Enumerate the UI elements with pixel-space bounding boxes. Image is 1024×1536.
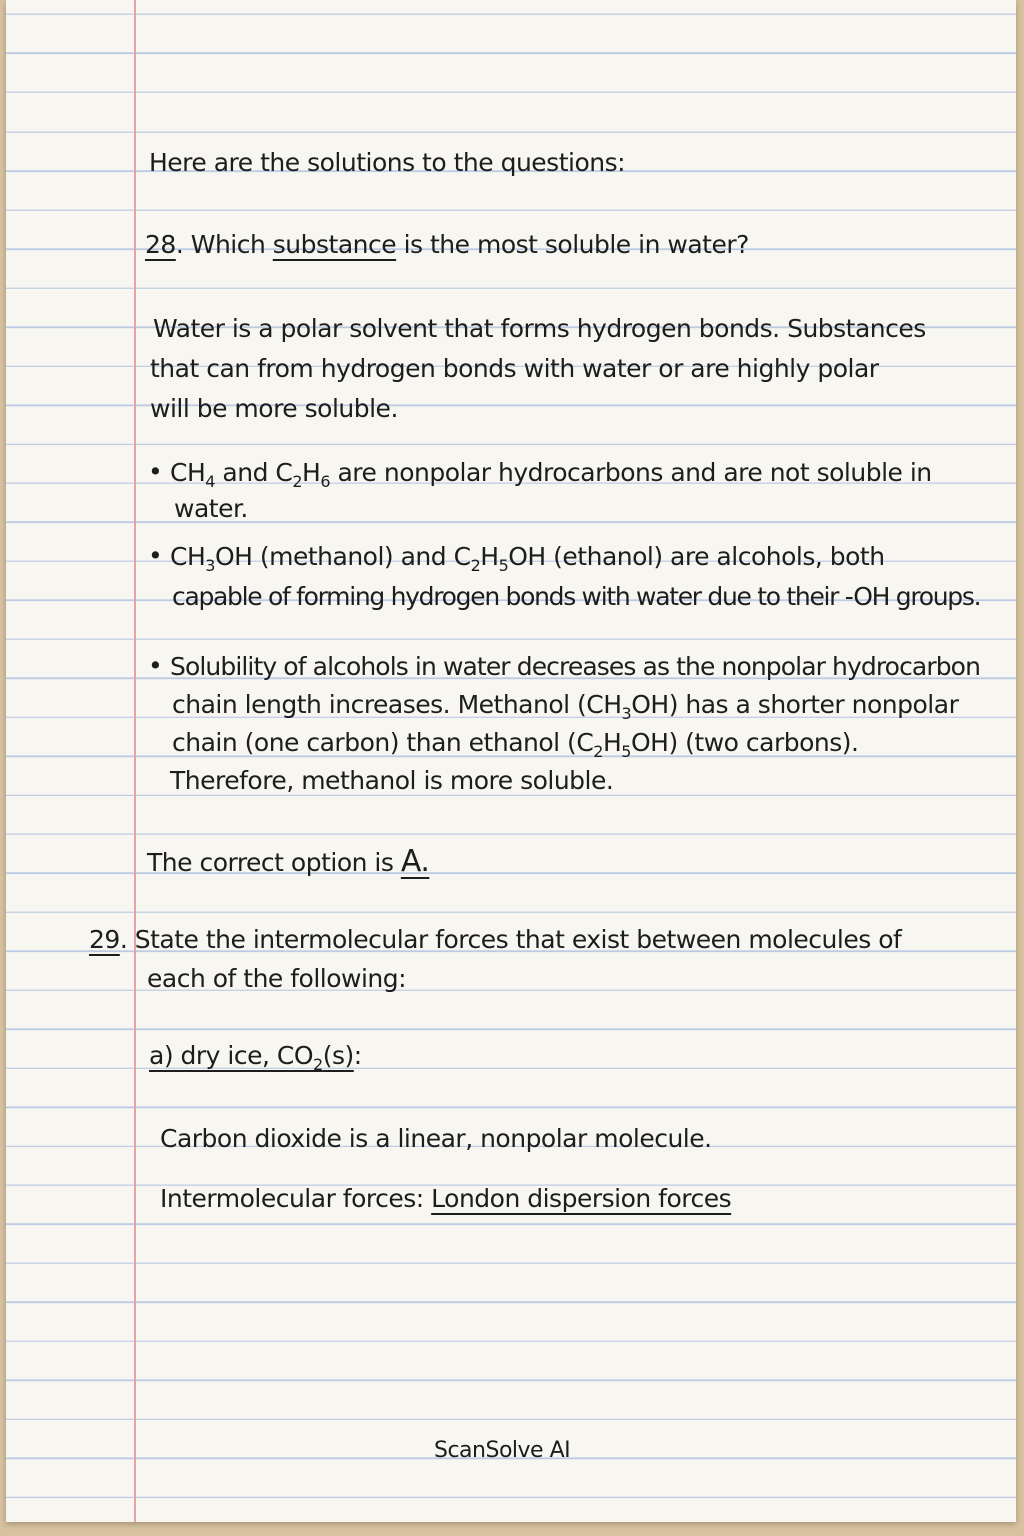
bullet-1-line: [170, 458, 932, 491]
bullet-3-line-3: [172, 728, 859, 761]
part-a-forces: [160, 1184, 731, 1213]
explanation-line: will be more soluble.: [150, 394, 398, 423]
subscript: 2: [470, 556, 481, 575]
formula-text: CH: [170, 542, 206, 571]
part-a-explanation: Carbon dioxide is a linear, nonpolar molecule.: [160, 1124, 712, 1153]
bullet-text: and C: [214, 458, 293, 487]
question-text-pre: Which: [190, 230, 273, 259]
subscript: 2: [593, 742, 603, 761]
question-29-line-2: each of the following:: [147, 964, 407, 993]
answer-prefix: The correct option is: [147, 848, 401, 877]
bullet-text: OH (ethanol) are alcohols, both: [508, 542, 885, 571]
bullet-3-line-2: [172, 690, 959, 723]
bullet-3-line-4: Therefore, methanol is more soluble.: [170, 766, 614, 795]
subscript: 5: [621, 742, 631, 761]
question-text: State the intermolecular forces that exist between molecules of: [134, 925, 902, 954]
question-28: [145, 230, 749, 259]
bullet-1-line-2: water.: [174, 494, 248, 523]
bullet-dot: •: [148, 457, 163, 486]
colon: :: [353, 1041, 362, 1070]
question-text-post: is the most soluble in water?: [396, 230, 749, 259]
bullet-text: chain length increases. Methanol (CH: [172, 690, 622, 719]
forces-label: Intermolecular forces:: [160, 1184, 432, 1213]
bullet-2-line: [170, 542, 885, 575]
subscript: 6: [320, 472, 331, 491]
watermark-footer: ScanSolve AI: [434, 1438, 571, 1463]
intro-line: Here are the solutions to the questions:: [149, 148, 626, 177]
bullet-text: OH) (two carbons).: [630, 728, 859, 757]
state-symbol: (s): [322, 1041, 354, 1070]
bullet-dot: •: [148, 541, 163, 570]
formula-text: H: [480, 542, 499, 571]
question-number: 29: [89, 925, 120, 954]
explanation-line: that can from hydrogen bonds with water or are highly polar: [150, 354, 879, 383]
formula-text: H: [302, 458, 321, 487]
forces-value: London dispersion forces: [431, 1184, 732, 1213]
question-keyword: substance: [272, 230, 397, 259]
subscript: 2: [313, 1055, 323, 1074]
subscript: 3: [205, 556, 215, 575]
bullet-text: OH (methanol) and C: [214, 542, 471, 571]
question-number-dot: .: [119, 925, 128, 954]
formula-text: H: [602, 728, 622, 757]
subscript: 2: [292, 472, 303, 491]
bullet-dot: •: [148, 651, 163, 680]
subscript: 4: [205, 472, 215, 491]
bullet-2-line-2: capable of forming hydrogen bonds with water due to their -OH groups.: [172, 582, 981, 611]
answer-value: A.: [400, 844, 430, 879]
bullet-3-line-1: Solubility of alcohols in water decreases as the nonpolar hydrocarbon: [170, 652, 981, 681]
part-a-label: [149, 1041, 354, 1074]
question-number: 28: [145, 230, 176, 259]
subscript: 3: [621, 704, 632, 723]
part-a-heading: [149, 1041, 362, 1074]
answer-line: [147, 844, 429, 879]
explanation-line: Water is a polar solvent that forms hydrogen bonds. Substances: [153, 314, 926, 343]
bullet-text: are nonpolar hydrocarbons and are not soluble in: [330, 458, 932, 487]
question-number-dot: .: [175, 230, 184, 259]
bullet-text: OH) has a shorter nonpolar: [631, 690, 959, 719]
formula-text: CH: [170, 458, 206, 487]
question-29: [89, 925, 901, 954]
bullet-text: chain (one carbon) than ethanol (C: [172, 728, 594, 757]
subscript: 5: [498, 556, 509, 575]
notebook-page: [6, 0, 1016, 1522]
part-a-text: a) dry ice, CO: [149, 1041, 314, 1070]
